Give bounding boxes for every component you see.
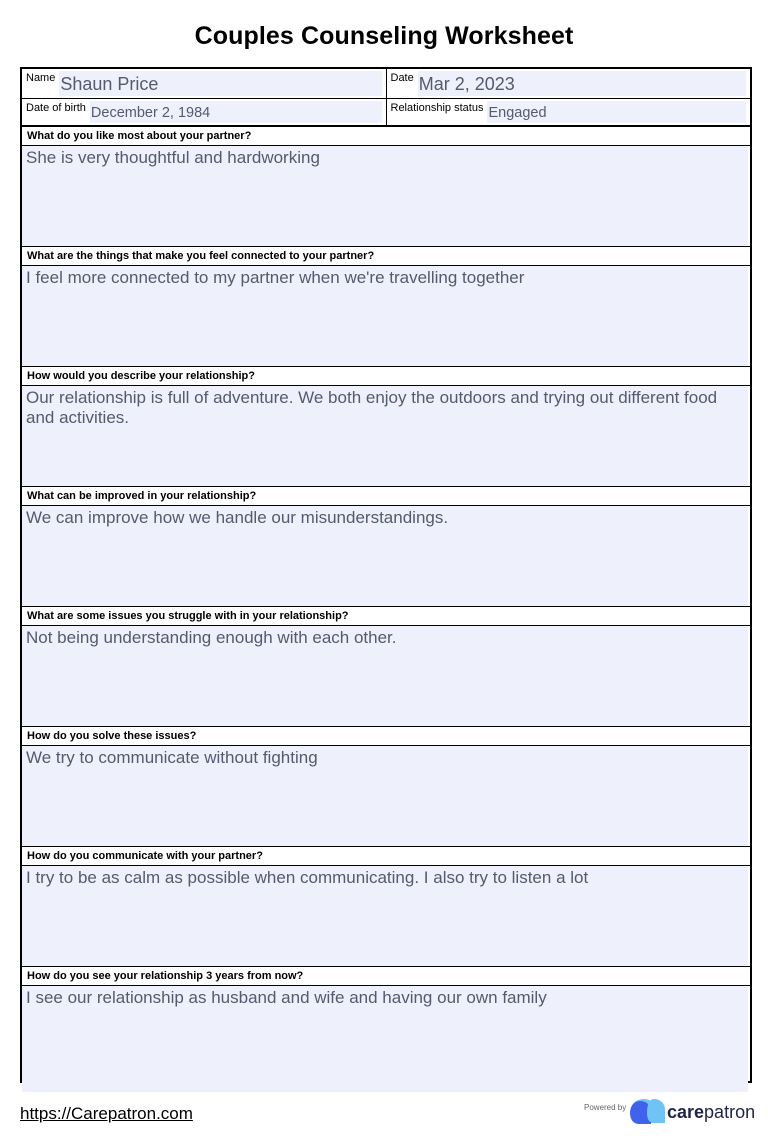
dob-label: Date of birth: [26, 102, 86, 114]
date-cell: [386, 69, 751, 98]
brand-rest: patron: [704, 1102, 756, 1122]
worksheet-form: [20, 67, 752, 1083]
question-label: How do you solve these issues?: [22, 727, 750, 746]
date-field[interactable]: Mar 2, 2023: [418, 71, 746, 96]
brand-bold: care: [667, 1102, 705, 1122]
answer-field[interactable]: We can improve how we handle our misunderstandings.: [22, 506, 748, 606]
question-label: What are some issues you struggle with in your relationship?: [22, 607, 750, 626]
carepatron-logo-icon: [630, 1097, 666, 1125]
row-dob-status: [22, 99, 750, 127]
question-block: [22, 847, 750, 967]
name-field[interactable]: Shaun Price: [59, 71, 381, 96]
name-label: Name: [26, 72, 56, 84]
question-label: How would you describe your relationship?: [22, 367, 750, 386]
answer-field[interactable]: She is very thoughtful and hardworking: [22, 146, 748, 246]
answer-field[interactable]: I try to be as calm as possible when communicating. I also try to listen a lot: [22, 866, 748, 966]
answer-field[interactable]: I feel more connected to my partner when we're travelling together: [22, 266, 748, 366]
question-label: How do you communicate with your partner?: [22, 847, 750, 866]
powered-by-label: Powered by: [584, 1103, 627, 1112]
dob-field[interactable]: December 2, 1984: [90, 101, 382, 123]
question-block: [22, 967, 750, 1092]
question-label: What do you like most about your partner?: [22, 127, 750, 146]
status-label: Relationship status: [390, 102, 484, 114]
question-block: [22, 727, 750, 847]
status-cell: [386, 99, 751, 125]
name-cell: [22, 69, 386, 98]
answer-field[interactable]: Our relationship is full of adventure. We both enjoy the outdoors and trying out different food and activities.: [22, 386, 748, 486]
question-block: [22, 247, 750, 367]
question-block: [22, 607, 750, 727]
row-name-date: [22, 69, 750, 99]
dob-cell: [22, 99, 386, 125]
carepatron-wordmark: [667, 1102, 755, 1123]
question-block: [22, 487, 750, 607]
answer-field[interactable]: I see our relationship as husband and wife and having our own family: [22, 986, 748, 1092]
page-title: Couples Counseling Worksheet: [194, 22, 574, 50]
question-block: [22, 127, 750, 247]
question-label: How do you see your relationship 3 years from now?: [22, 967, 750, 986]
question-block: [22, 367, 750, 487]
carepatron-link[interactable]: https://Carepatron.com: [20, 1104, 193, 1123]
answer-field[interactable]: We try to communicate without fighting: [22, 746, 748, 846]
answer-field[interactable]: Not being understanding enough with each other.: [22, 626, 748, 726]
date-label: Date: [390, 72, 414, 84]
relationship-status-field[interactable]: Engaged: [487, 101, 746, 123]
question-label: What can be improved in your relationship?: [22, 487, 750, 506]
question-label: What are the things that make you feel connected to your partner?: [22, 247, 750, 266]
